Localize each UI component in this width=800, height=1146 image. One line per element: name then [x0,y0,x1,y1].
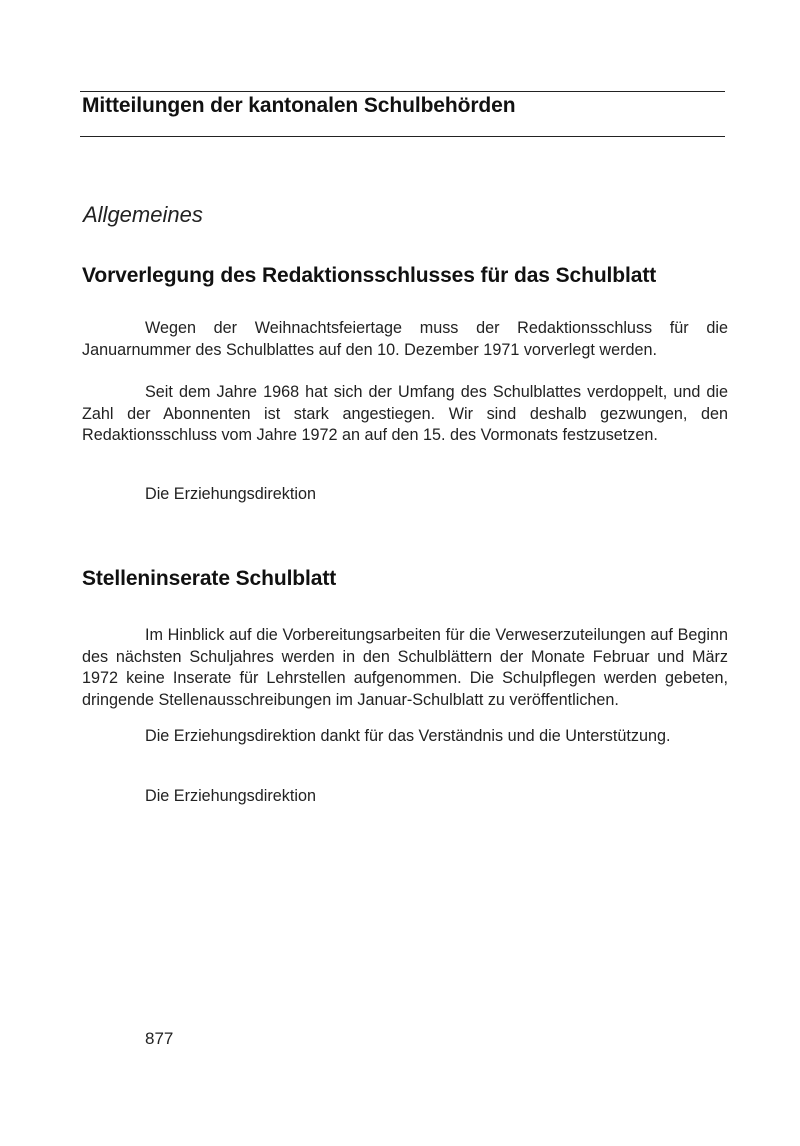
article-title: Stelleninserate Schulblatt [82,567,337,590]
article-signature: Die Erziehungsdirektion [145,485,316,503]
article-title: Vorverlegung des Redaktionsschlusses für das Schulblatt [82,264,657,287]
article-signature: Die Erziehungsdirektion [145,787,316,805]
article-paragraph: Die Erziehungsdirektion dankt für das Verständnis und die Unterstützung. [145,727,671,745]
article-paragraph: Seit dem Jahre 1968 hat sich der Umfang des Schulblattes verdoppelt, und die Zahl der Abonnenten ist stark angestiegen. Wir sind deshalb gezwungen, den Redaktionsschluss vom Jahre 1972 an auf den 15. des Vormonats festzusetzen. [82,383,728,444]
page-title: Mitteilungen der kantonalen Schulbehörden [82,94,516,117]
article-paragraph: Wegen der Weihnachtsfeiertage muss der Redaktionsschluss für die Januarnummer des Schulblattes auf den 10. Dezember 1971 vorverlegt werden. [82,319,728,359]
page-number: 877 [145,1029,174,1048]
section-title: Allgemeines [83,202,203,227]
header-rule-bottom [80,136,725,137]
header-rule-top [80,91,725,92]
article-paragraph: Im Hinblick auf die Vorbereitungsarbeiten für die Verweserzuteilungen auf Beginn des nächsten Schuljahres werden in den Schulblättern der Monate Februar und März 1972 keine Inserate für Lehrstellen aufgenommen. Die Schulpflegen werden gebeten, dringende Stellenausschreibungen im Januar-Schulblatt zu veröffentlichen. [82,626,728,709]
